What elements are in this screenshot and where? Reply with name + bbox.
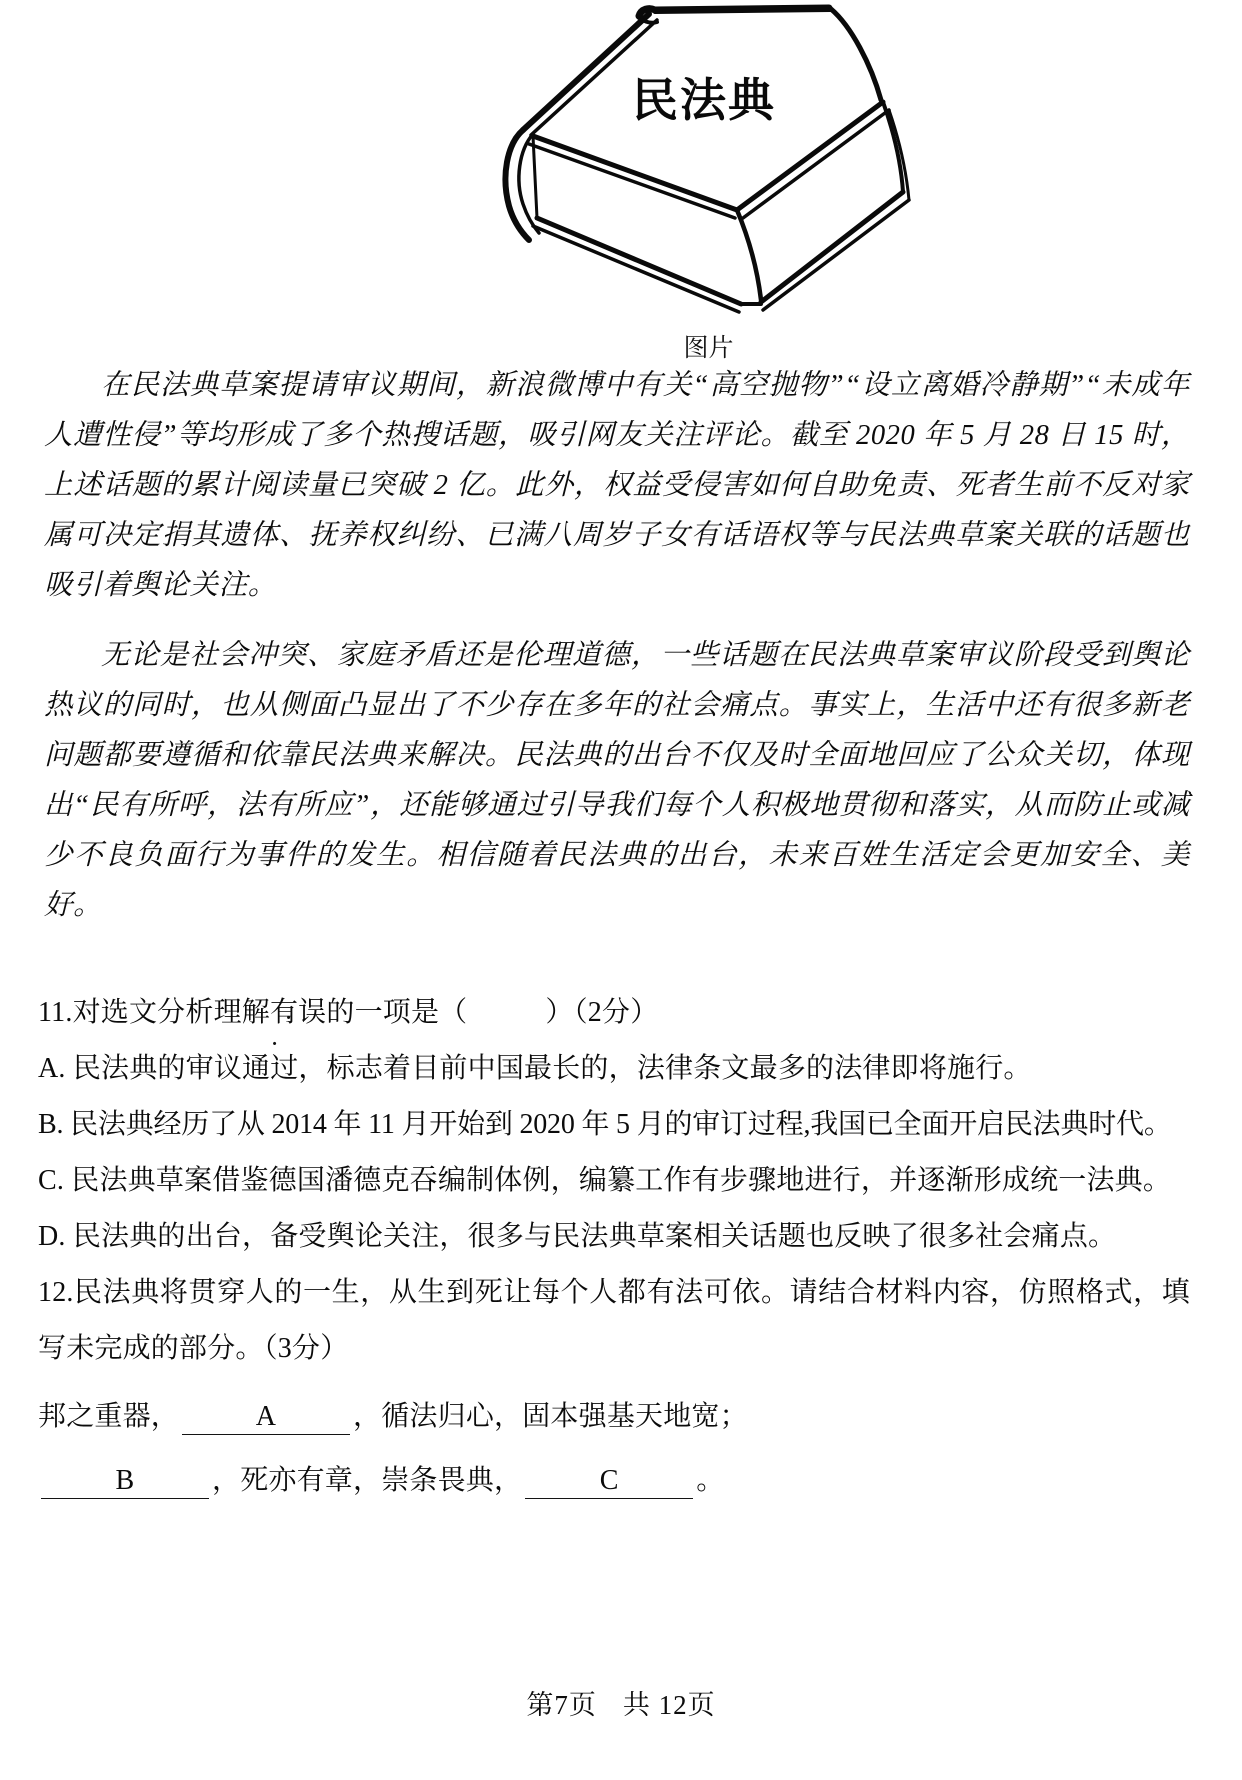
answer-blank-b[interactable]: B [41, 1464, 209, 1499]
questions-section [38, 985, 1190, 1509]
question-12-stem [38, 1265, 1190, 1377]
fill-row-2-suffix: 。 [696, 1465, 725, 1496]
question-11-option-a[interactable]: A. 民法典的审议通过，标志着目前中国最长的，法律条文最多的法律即将施行。 [38, 1053, 1032, 1084]
question-11-number: 11. [38, 997, 73, 1028]
book-cover-title: 民法典 [631, 75, 776, 126]
question-11-stem-b: 的一项是（ [326, 997, 468, 1028]
hand-drawn-open-book-icon [499, 4, 919, 334]
question-12-fill-row-2 [38, 1453, 1190, 1509]
article-paragraph-2: 无论是社会冲突、家庭矛盾还是伦理道德，一些话题在民法典草案审议阶段受到舆论热议的同时，也从侧面凸显出了不少存在多年的社会痛点。事实上，生活中还有很多新老问题都要遵循和依靠民法典来解决。民法典的出台不仅及时全面地回应了公众关切，体现出“民有所呼，法有所应”，还能够通过引导我们每个人积极地贯彻和落实，从而防止或减少不良负面行为事件的发生。相信随着民法典的出台，未来百姓生活定会更加安全、美好。 [44, 640, 1190, 921]
fill-row-2-middle: ，死亦有章，崇条畏典， [212, 1465, 523, 1496]
question-12-number: 12. [38, 1277, 74, 1308]
footer-total-pages: 共 12页 [622, 1690, 716, 1720]
fill-row-1-prefix: 邦之重器， [38, 1401, 180, 1432]
question-11-stem [38, 985, 1190, 1041]
question-11-stem-c: ）（2分） [545, 997, 659, 1028]
question-11-stem-a: 对选文分析理解 [72, 997, 270, 1028]
figure-caption: 图片 [683, 335, 734, 362]
fill-row-1-suffix: ，循法归心，固本强基天地宽； [353, 1401, 748, 1432]
question-11-option-d[interactable]: D. 民法典的出台，备受舆论关注，很多与民法典草案相关话题也反映了很多社会痛点。 [38, 1221, 1117, 1252]
question-11-option-c[interactable]: C. 民法典草案借鉴德国潘德克吞编制体例，编纂工作有步骤地进行，并逐渐形成统一法典。 [38, 1165, 1172, 1196]
question-11-emphasis: 有误 · · [270, 985, 326, 1041]
page-footer [0, 1683, 1242, 1722]
question-11-option-b[interactable]: B. 民法典经历了从 2014 年 11 月开始到 2020 年 5 月的审订过程,我国已全面开启民法典时代。 [38, 1109, 1172, 1140]
answer-blank-a[interactable]: A [182, 1400, 350, 1435]
article-paragraph-1: 在民法典草案提请审议期间，新浪微博中有关“高空抛物”“设立离婚冷静期”“未成年人遭性侵”等均形成了多个热搜话题，吸引网友关注评论。截至 2020 年 5 月 28 日 15 时，上述话题的累计阅读量已突破 2 亿。此外，权益受侵害如何自助免责、死者生前不反对家属可决定捐其遗体、抚养权纠纷、已满八周岁子女有话语权等与民法典草案关联的话题也吸引着舆论关注。 [44, 370, 1190, 601]
question-12-stem-text: 民法典将贯穿人的一生，从生到死让每个人都有法可依。请结合材料内容，仿照格式，填写未完成的部分。（3分） [38, 1277, 1190, 1364]
answer-blank-c[interactable]: C [525, 1464, 693, 1499]
figure-block [0, 0, 1242, 361]
question-12-fill-row-1 [38, 1389, 1190, 1445]
article-body [44, 361, 1190, 931]
footer-current-page: 第7页 [526, 1690, 597, 1720]
